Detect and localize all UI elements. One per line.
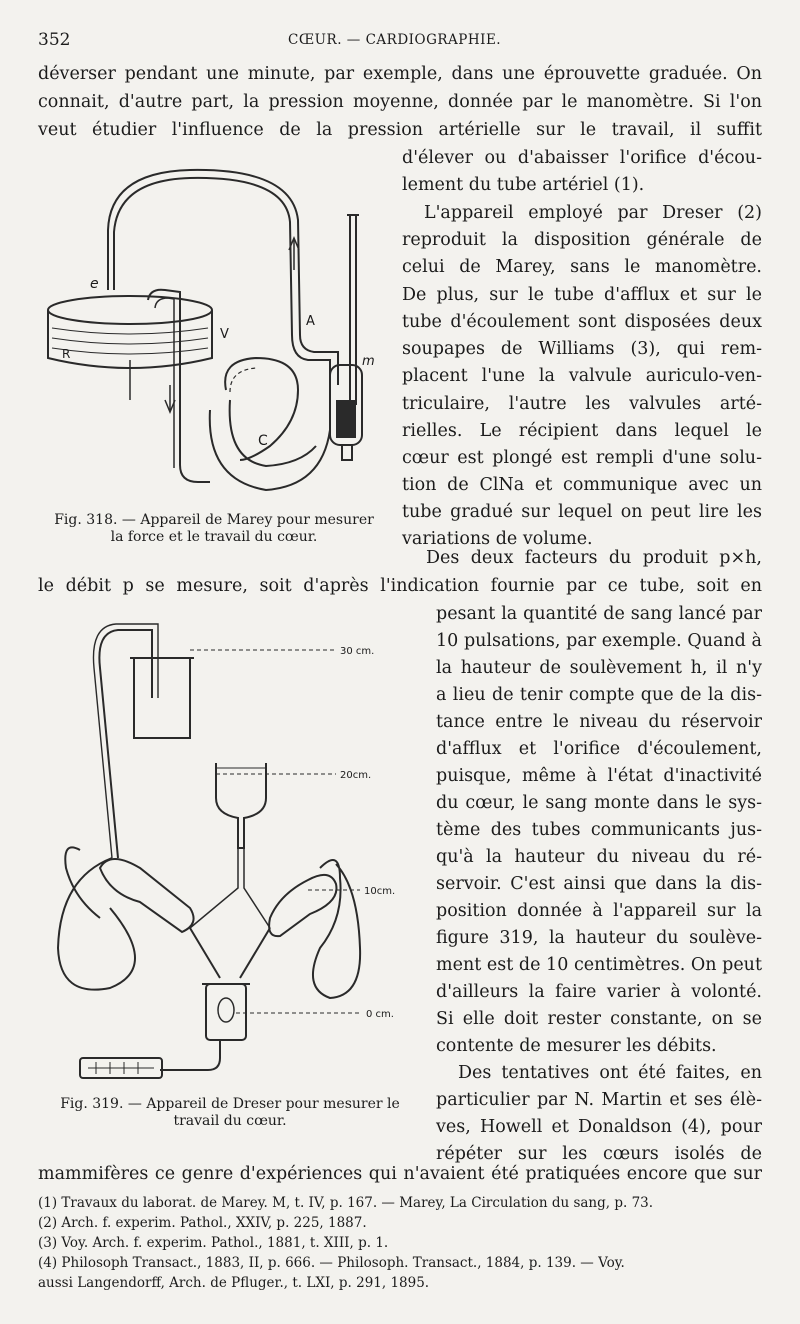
running-head: CŒUR. — CARDIOGRAPHIE. — [288, 32, 502, 48]
fig319-caption-line1: Fig. 319. — Appareil de Dreser pour mesurer le — [60, 1096, 400, 1112]
fig318-caption-line2: la force et le travail du cœur. — [110, 529, 318, 545]
fig318-label-r: R — [62, 347, 71, 361]
body-line: contente de mesurer les débits. — [436, 1036, 717, 1056]
body-line: Des tentatives ont été faites, en — [458, 1063, 762, 1083]
footnote-2: (2) Arch. f. experim. Pathol., XXIV, p. 225, 1887. — [38, 1215, 367, 1231]
fig319-scale-20: 20cm. — [340, 770, 372, 781]
body-line: triculaire, l'autre les valvules arté- — [402, 394, 762, 414]
body-line: position donnée à l'appareil sur la — [436, 901, 762, 921]
fig318-label-m: m — [362, 354, 375, 369]
fig319-scale-30: 30 cm. — [340, 646, 375, 657]
fig318-caption-line1: Fig. 318. — Appareil de Marey pour mesurer — [54, 512, 374, 528]
body-line: répéter sur les cœurs isolés de — [436, 1144, 762, 1164]
body-line — [426, 546, 762, 571]
body-line: placent l'une la valvule auriculo-ven- — [402, 366, 762, 386]
body-line: celui de Marey, sans le manomètre. — [402, 257, 762, 277]
body-line: soupapes de Williams (3), qui rem- — [402, 339, 762, 359]
body-line: a lieu de tenir compte que de la dis- — [436, 685, 762, 705]
body-line: ves, Howell et Donaldson (4), pour — [436, 1117, 762, 1137]
body-line: tance entre le niveau du réservoir — [436, 712, 762, 732]
body-line: déverser pendant une minute, par exemple, dans une éprouvette graduée. On — [38, 64, 762, 84]
footnote-1: (1) Travaux du laborat. de Marey. M, t. IV, p. 167. — Marey, La Circulation du sang, p. 73. — [38, 1195, 654, 1211]
body-line: tube gradué sur lequel on peut lire les — [402, 502, 762, 522]
body-line: De plus, sur le tube d'afflux et sur le — [402, 285, 762, 305]
page-header — [38, 30, 778, 52]
body-line: tème des tubes communicants jus- — [436, 820, 762, 840]
body-line: d'afflux et l'orifice d'écoulement, — [436, 739, 762, 759]
body-line: connait, d'autre part, la pression moyenne, donnée par le manomètre. Si l'on — [38, 92, 762, 112]
fig318-label-a: A — [306, 314, 315, 329]
body-line: tube d'écoulement sont disposées deux — [402, 312, 762, 332]
body-line: pesant la quantité de sang lancé par — [436, 604, 762, 624]
body-line: qu'à la hauteur du niveau du ré- — [436, 847, 762, 867]
body-line: servoir. C'est ainsi que dans la dis- — [436, 874, 762, 894]
fig319-scale-0: 0 cm. — [366, 1009, 394, 1020]
body-line: figure 319, la hauteur du soulève- — [436, 928, 762, 948]
body-line: d'ailleurs la faire varier à volonté. — [436, 982, 762, 1002]
fig319-caption — [30, 1096, 430, 1130]
fig319-caption-line2: travail du cœur. — [173, 1113, 287, 1129]
body-line: du cœur, le sang monte dans le sys- — [436, 793, 762, 813]
footnote-4: (4) Philosoph Transact., 1883, II, p. 666. — Philosoph. Transact., 1884, p. 139. — Voy. — [38, 1255, 625, 1271]
body-line: puisque, même à l'état d'inactivité — [436, 766, 762, 786]
body-line: tion de ClNa et communique avec un — [402, 475, 762, 495]
body-line: ment est de 10 centimètres. On peut — [436, 955, 762, 975]
figure-319-dreser-apparatus — [40, 618, 420, 1088]
fig318-label-e: e — [90, 276, 99, 292]
body-line: rielles. Le récipient dans lequel le — [402, 421, 762, 441]
body-line: cœur est plongé est rempli d'une solu- — [402, 448, 762, 468]
body-line: L'appareil employé par Dreser (2) — [424, 203, 762, 223]
body-line: d'élever ou d'abaisser l'orifice d'écou- — [402, 148, 762, 168]
body-line: le débit p se mesure, soit d'après l'indication fournie par ce tube, soit en — [38, 576, 762, 596]
body-line: 10 pulsations, par exemple. Quand à — [436, 631, 762, 651]
footnote-4-continued: aussi Langendorff, Arch. de Pfluger., t. LXI, p. 291, 1895. — [38, 1275, 430, 1291]
body-line: veut étudier l'influence de la pression artérielle sur le travail, il suffit — [38, 120, 762, 140]
body-line: la hauteur de soulèvement h, il n'y — [436, 658, 762, 678]
body-line: variations de volume. — [402, 529, 593, 549]
body-line: lement du tube artériel (1). — [402, 175, 645, 195]
footnote-3: (3) Voy. Arch. f. experim. Pathol., 1881, t. XIII, p. 1. — [38, 1235, 389, 1251]
middle-line-0: Des deux facteurs du produit p×h, — [426, 548, 762, 568]
fig319-scale-10: 10cm. — [364, 886, 396, 897]
body-line: particulier par N. Martin et ses élè- — [436, 1090, 762, 1110]
body-line: reproduit la disposition générale de — [402, 230, 762, 250]
body-line: mammifères ce genre d'expériences qui n'avaient été pratiquées encore que sur — [38, 1164, 762, 1184]
figure-318-marey-apparatus — [30, 160, 380, 505]
fig318-label-c: C — [258, 433, 268, 449]
fig318-caption — [38, 512, 390, 546]
fig318-label-v: V — [220, 327, 229, 342]
page-number: 352 — [38, 30, 71, 50]
body-line: Si elle doit rester constante, on se — [436, 1009, 762, 1029]
